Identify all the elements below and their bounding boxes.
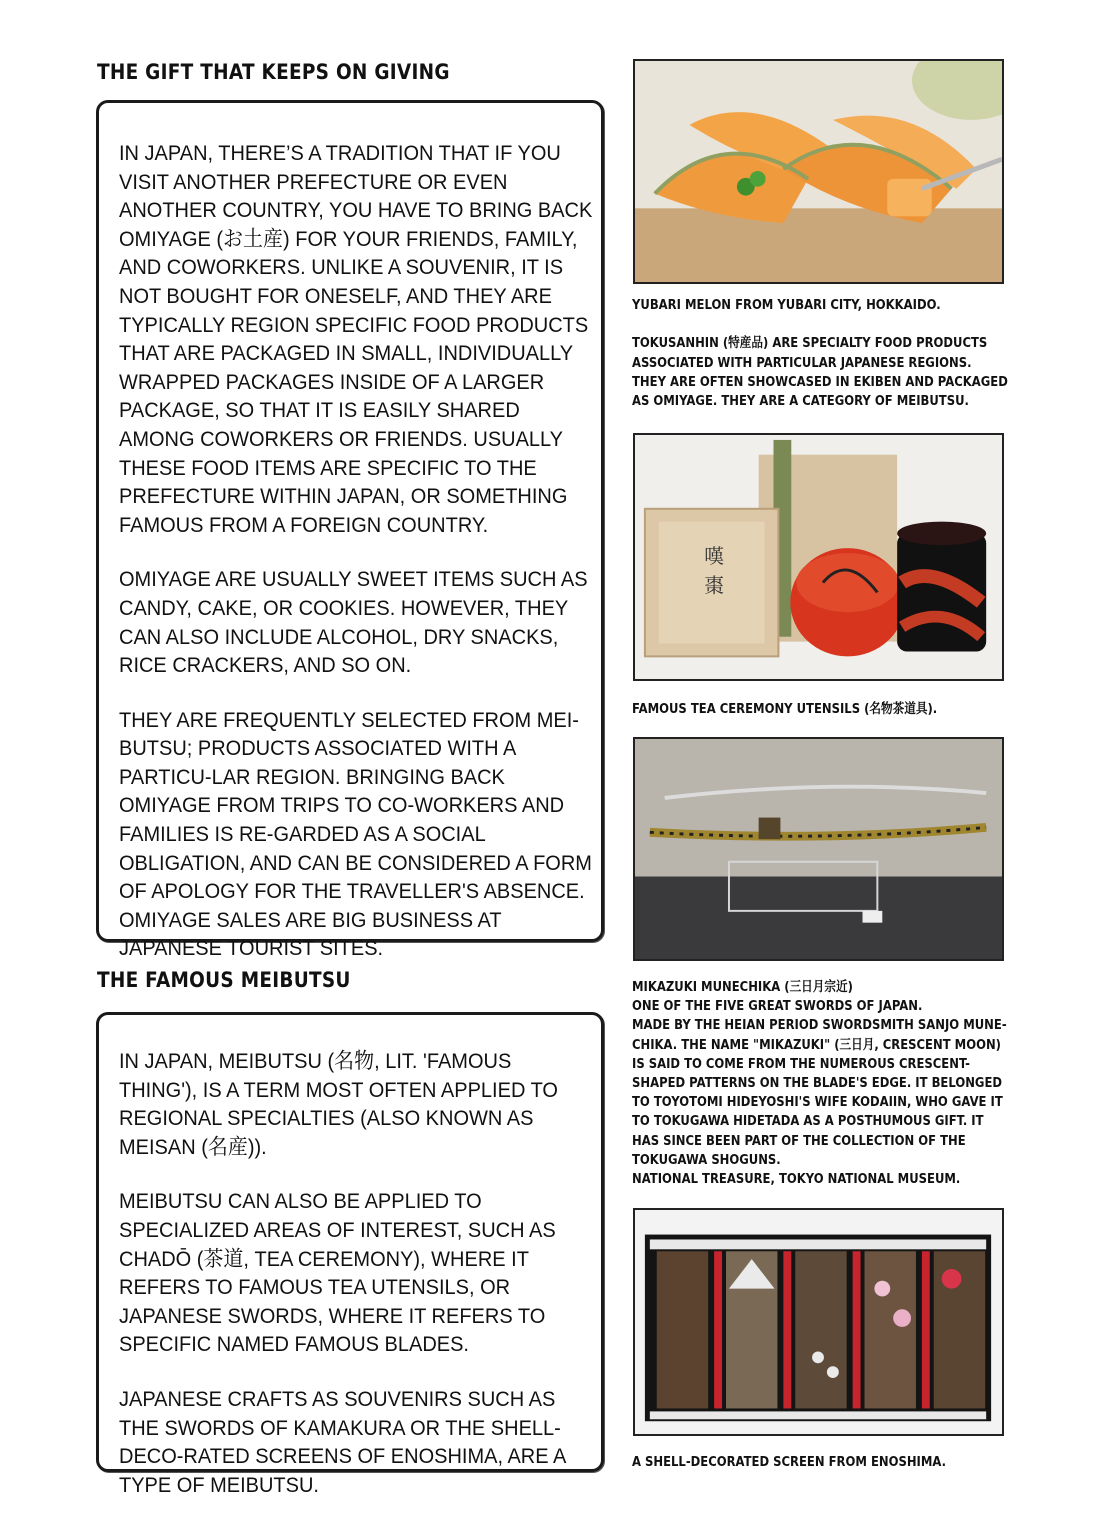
screen-photo xyxy=(633,1208,1004,1436)
tea-photo xyxy=(633,433,1004,681)
section-heading-meibutsu: THE FAMOUS MEIBUTSU xyxy=(97,968,351,992)
caption-tea: FAMOUS TEA CEREMONY UTENSILS (名物茶道具). xyxy=(632,701,938,717)
caption-sword: MIKAZUKI MUNECHIKA (三日月宗近) ONE OF THE FIVE GREAT SWORDS OF JAPAN. MADE BY THE HEIAN PERIOD SWORDSMITH SANJO MUNE- CHIKA. THE NAME "MIKAZUKI" (三日月, CRESCENT MOON) IS SAID TO COME FROM THE NUMEROUS CRESCENT- SHAPED PATTERNS ON THE BLADE'S EDGE. IT BELONGED TO TOYOTOMI HIDEYOSHI'S WIFE KODAIIN, WHO GAVE IT TO TOKUGAWA HIDETADA AS A POSTHUMOUS GIFT. IT HAS SINCE BEEN PART OF THE COLLECTION OF THE TOKUGAWA SHOGUNS. NATIONAL TREASURE, TOKYO NATIONAL MUSEUM. xyxy=(632,979,1007,1188)
paragraph-meibutsu-crafts: JAPANESE CRAFTS AS SOUVENIRS SUCH AS THE SWORDS OF KAMAKURA OR THE SHELL-DECO-RATED SCREENS OF ENOSHIMA, ARE A TYPE OF MEIBUTSU. xyxy=(119,1386,566,1497)
melon-image xyxy=(635,61,1002,282)
paragraph-omiyage-meibutsu: THEY ARE FREQUENTLY SELECTED FROM MEI-BUTSU; PRODUCTS ASSOCIATED WITH A PARTICU-LAR REGION. BRINGING BACK OMIYAGE FROM TRIPS TO CO-WORKERS AND FAMILIES IS RE-GARDED AS A SOCIAL OBLIGATION, AND CAN BE CONSIDERED A FORM OF APOLOGY FOR THE TRAVELLER'S ABSENCE. OMIYAGE SALES ARE BIG BUSINESS AT JAPANESE TOURIST SITES. xyxy=(119,707,592,961)
sword-image xyxy=(635,739,1002,959)
paragraph-meibutsu-interests: MEIBUTSU CAN ALSO BE APPLIED TO SPECIALIZED AREAS OF INTEREST, SUCH AS CHADŌ (茶道, TEA CEREMONY), WHERE IT REFERS TO FAMOUS TEA UTENSILS, OR JAPANESE SWORDS, WHERE IT REFERS TO SPECIFIC NAMED FAMOUS BLADES. xyxy=(119,1189,556,1357)
caption-screen: A SHELL-DECORATED SCREEN FROM ENOSHIMA. xyxy=(632,1454,947,1470)
svg-text:棗: 棗 xyxy=(704,574,725,598)
svg-text:嘆: 嘆 xyxy=(704,544,725,568)
caption-melon: YUBARI MELON FROM YUBARI CITY, HOKKAIDO. TOKUSANHIN (特産品) ARE SPECIALTY FOOD PRODUCTS ASSOCIATED WITH PARTICULAR JAPANESE REGIONS. THEY ARE OFTEN SHOWCASED IN EKIBEN AND PACKAGED AS OMIYAGE. THEY ARE A CATEGORY OF MEIBUTSU. xyxy=(632,297,1008,410)
paragraph-meibutsu-definition: IN JAPAN, MEIBUTSU (名物, LIT. 'FAMOUS THING'), IS A TERM MOST OFTEN APPLIED TO REGIONAL SPECIALTIES (ALSO KNOWN AS MEISAN (名産)). xyxy=(119,1049,558,1159)
text-box-meibutsu xyxy=(96,1012,604,1497)
paragraph-omiyage-items: OMIYAGE ARE USUALLY SWEET ITEMS SUCH AS CANDY, CAKE, OR COOKIES. HOWEVER, THEY CAN ALSO INCLUDE ALCOHOL, DRY SNACKS, RICE CRACKERS, AND SO ON. xyxy=(119,567,588,678)
melon-photo xyxy=(633,59,1004,284)
section-heading-gift: THE GIFT THAT KEEPS ON GIVING xyxy=(97,60,450,84)
sword-photo xyxy=(633,737,1004,961)
tea-utensils-image xyxy=(635,435,1002,679)
text-box-omiyage xyxy=(96,100,604,961)
paragraph-omiyage-tradition: IN JAPAN, THERE’S A TRADITION THAT IF YOU VISIT ANOTHER PREFECTURE OR EVEN ANOTHER COUNTRY, YOU HAVE TO BRING BACK OMIYAGE (お土産) FOR YOUR FRIENDS, FAMILY, AND COWORKERS. UNLIKE A SOUVENIR, IT IS NOT BOUGHT FOR ONESELF, AND THEY ARE TYPICALLY REGION SPECIFIC FOOD PRODUCTS THAT ARE PACKAGED IN SMALL, INDIVIDUALLY WRAPPED PACKAGES INSIDE OF A LARGER PACKAGE, SO THAT IT IS EASILY SHARED AMONG COWORKERS OR FRIENDS. USUALLY THESE FOOD ITEMS ARE SPECIFIC TO THE PREFECTURE WITHIN JAPAN, OR SOMETHING FAMOUS FROM A FOREIGN COUNTRY. xyxy=(119,141,593,537)
shell-screen-image xyxy=(635,1210,1002,1434)
